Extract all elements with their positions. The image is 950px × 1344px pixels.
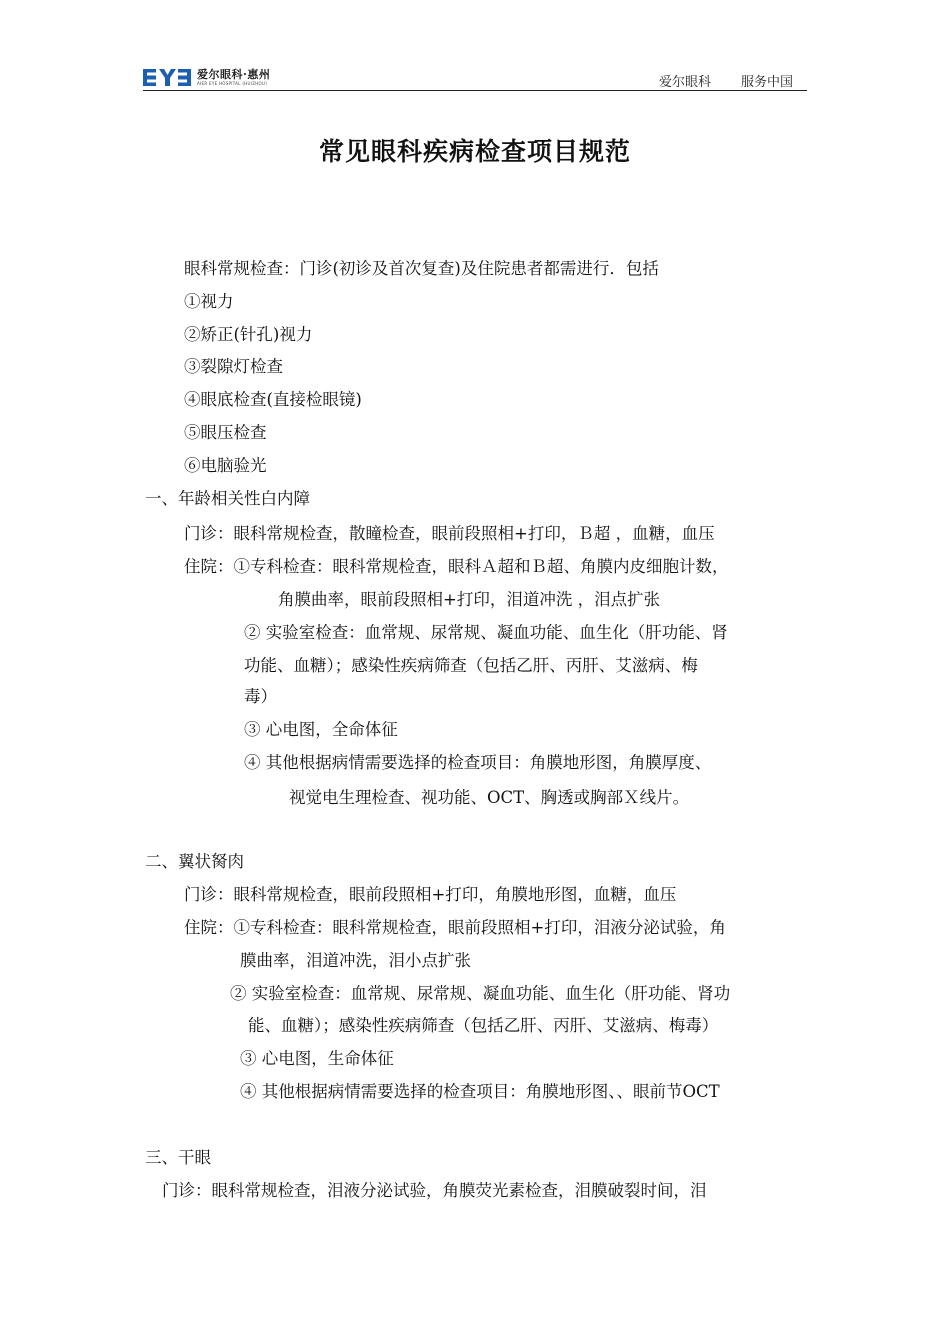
section1-inpatient-4: ④ 其他根据病情需要选择的检查项目：角膜地形图，角膜厚度、 — [244, 753, 712, 772]
section2-inpatient-4: ④ 其他根据病情需要选择的检查项目：角膜地形图、、眼前节OCT — [240, 1082, 720, 1101]
logo-chinese-name: 爱尔眼科·惠州 — [197, 67, 271, 81]
header-slogan — [659, 71, 793, 90]
section1-inpatient-2-cont2: 毒） — [244, 687, 277, 706]
section-heading-3: 三、干眼 — [145, 1148, 211, 1167]
section1-inpatient-3: ③ 心电图，全命体征 — [244, 720, 398, 739]
section3-outpatient: 门诊：眼科常规检查，泪液分泌试验，角膜荧光素检查，泪膜破裂时间，泪 — [162, 1181, 707, 1200]
slogan-left: 爱尔眼科 — [658, 75, 711, 90]
section2-inpatient-2-cont: 能、血糖）；感染性疾病筛查（包括乙肝、丙肝、艾滋病、梅毒） — [248, 1016, 719, 1035]
intro-item-5: ⑤眼压检查 — [184, 423, 267, 442]
section2-inpatient-3: ③ 心电图，生命体征 — [240, 1049, 394, 1068]
page-header — [143, 62, 807, 91]
section1-inpatient-2: ② 实验室检查：血常规、尿常规、凝血功能、血生化（肝功能、肾 — [244, 623, 728, 642]
intro-item-1: ①视力 — [184, 292, 234, 311]
intro-item-3: ③裂隙灯检查 — [184, 357, 283, 376]
slogan-right: 服务中国 — [740, 75, 793, 90]
section2-inpatient-1: 住院：①专科检查：眼科常规检查，眼前段照相+打印，泪液分泌试验，角 — [184, 918, 726, 937]
logo-english-name: AIER EYE HOSPITAL (HUIZHOU) — [197, 80, 268, 86]
intro-item-2: ②矫正(针孔)视力 — [184, 325, 313, 344]
intro-item-6: ⑥电脑验光 — [184, 456, 267, 475]
section-heading-2: 二、翼状胬肉 — [145, 852, 244, 871]
eye-logo-mark — [143, 69, 191, 86]
section1-inpatient-1: 住院：①专科检查：眼科常规检查，眼科Ａ超和Ｂ超、角膜内皮细胞计数， — [184, 557, 729, 576]
section2-inpatient-2: ② 实验室检查：血常规、尿常规、凝血功能、血生化（肝功能、肾功 — [230, 984, 731, 1003]
section1-inpatient-1-cont: 角膜曲率，眼前段照相+打印，泪道冲洗 ，泪点扩张 — [278, 590, 661, 609]
section1-inpatient-2-cont: 功能、血糖）；感染性疾病筛查（包括乙肝、丙肝、艾滋病、梅 — [244, 656, 698, 675]
section-heading-1: 一、年龄相关性白内障 — [145, 489, 310, 508]
section1-outpatient: 门诊：眼科常规检查，散瞳检查，眼前段照相+打印，Ｂ超 ，血糖，血压 — [184, 524, 715, 543]
section2-outpatient: 门诊：眼科常规检查，眼前段照相+打印，角膜地形图，血糖，血压 — [184, 885, 677, 904]
document-title: 常见眼科疾病检查项目规范 — [318, 137, 631, 166]
logo-text — [197, 69, 270, 86]
intro-item-4: ④眼底检查(直接检眼镜) — [184, 390, 362, 409]
section2-inpatient-1-cont: 膜曲率，泪道冲洗，泪小点扩张 — [240, 951, 471, 970]
section1-inpatient-4-cont: 视觉电生理检查、视功能、OCT、胸透或胸部Ｘ线片。 — [289, 788, 690, 807]
hospital-logo — [143, 66, 270, 88]
intro-line: 眼科常规检查：门诊(初诊及首次复查)及住院患者都需进行．包括 — [184, 259, 659, 278]
eye-logo-icon — [143, 69, 191, 86]
